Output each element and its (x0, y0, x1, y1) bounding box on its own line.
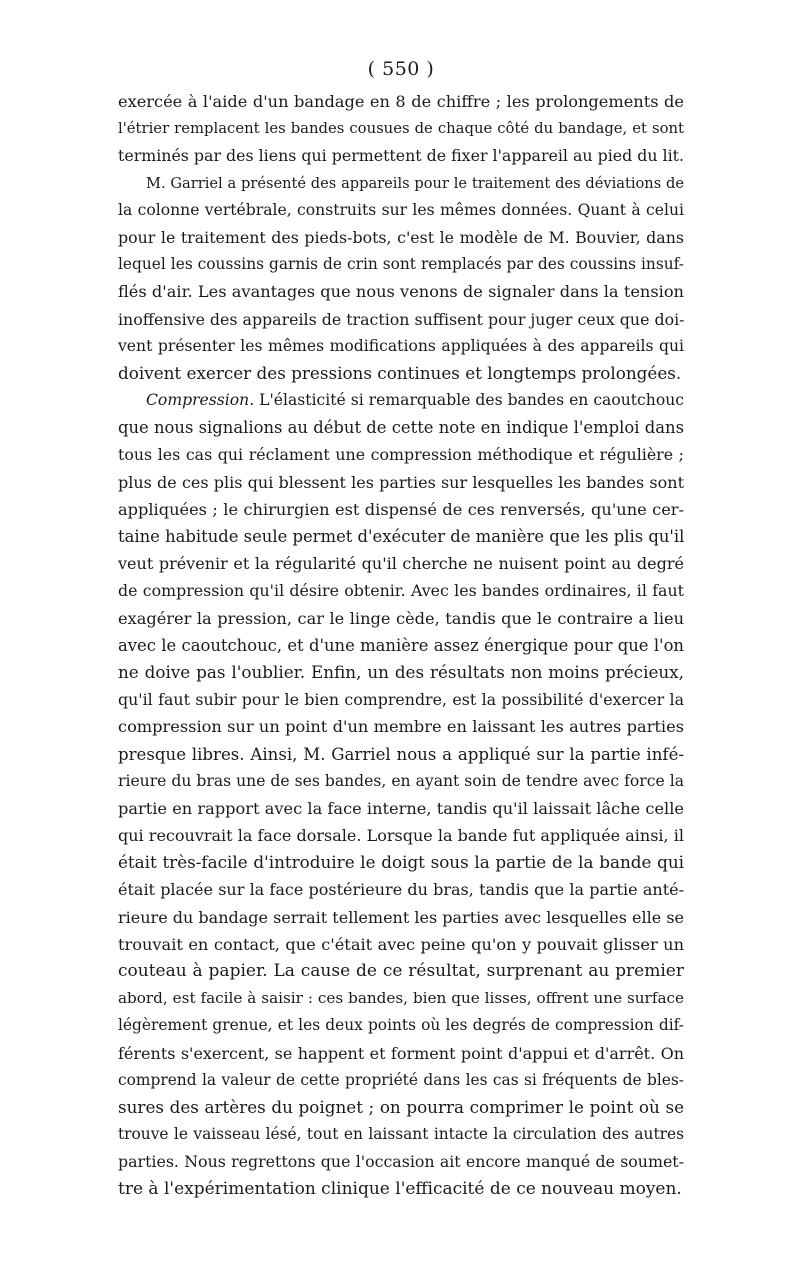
paragraph-3 (118, 387, 684, 1203)
text-line: ne doive pas l'oublier. Enfin, un des résultats non moins précieux, (118, 661, 684, 682)
paragraph-2 (118, 170, 684, 388)
text-line: rieure du bras une de ses bandes, en ayant soin de tendre avec force la (118, 771, 684, 790)
text-line: partie en rapport avec la face interne, tandis qu'il laissait lâche celle (118, 798, 684, 818)
text-line: lequel les coussins garnis de crin sont remplacés par des coussins insuf- (118, 255, 684, 274)
text-line: trouve le vaisseau lésé, tout en laissant intacte la circulation des autres (118, 1125, 684, 1144)
text-line: tre à l'expérimentation clinique l'efficacité de ce nouveau moyen. (118, 1178, 682, 1199)
text-line: que nous signalions au début de cette note en indique l'emploi dans (118, 418, 684, 438)
text-line: de compression qu'il désire obtenir. Avec les bandes ordinaires, il faut (118, 581, 684, 601)
text-line-rest: L'élasticité si remarquable des bandes en caoutchouc (254, 391, 684, 410)
text-line: était très-facile d'introduire le doigt sous la partie de la bande qui (118, 852, 684, 873)
text-line: parties. Nous regrettons que l'occasion ait encore manqué de soumet- (118, 1152, 684, 1172)
text-line: plus de ces plis qui blessent les parties sur lesquelles les bandes sont (118, 472, 684, 492)
text-line: férents s'exercent, se happent et forment point d'appui et d'arrêt. On (118, 1043, 684, 1063)
text-line: sures des artères du poignet ; on pourra comprimer le point où se (118, 1096, 684, 1117)
text-line: terminés par des liens qui permettent de fixer l'appareil au pied du lit. (118, 146, 684, 166)
text-line: veut prévenir et la régularité qu'il cherche ne nuisent point au degré (118, 554, 684, 574)
text-line: abord, est facile à saisir : ces bandes, bien que lisses, offrent une surface (118, 989, 684, 1008)
page-number: ( 550 ) (367, 58, 435, 80)
text-line: doivent exercer des pressions continues et longtemps prolongées. (118, 362, 682, 383)
text-line: avec le caoutchouc, et d'une manière assez énergique pour que l'on (118, 635, 684, 655)
text-line: tous les cas qui réclament une compression méthodique et régulière ; (118, 445, 684, 465)
text-line: appliquées ; le chirurgien est dispensé de ces renversés, qu'une cer- (118, 499, 684, 519)
text-line: trouvait en contact, que c'était avec peine qu'on y pouvait glisser un (118, 934, 684, 954)
section-heading-compression: Compression. (146, 391, 255, 410)
text-line: la colonne vertébrale, construits sur les mêmes données. Quant à celui (118, 200, 684, 219)
text-line: M. Garriel a présenté des appareils pour le traitement des déviations de (146, 174, 684, 192)
text-line: taine habitude seule permet d'exécuter de manière que les plis qu'il (118, 527, 684, 546)
text-line: compression sur un point d'un membre en laissant les autres parties (118, 717, 684, 737)
text-line: vent présenter les mêmes modifications appliquées à des appareils qui (118, 336, 684, 355)
text-line: qui recouvrait la face dorsale. Lorsque la bande fut appliquée ainsi, il (118, 826, 684, 846)
page (118, 54, 684, 1203)
text-line: comprend la valeur de cette propriété dans les cas si fréquents de bles- (118, 1070, 684, 1089)
text-line: était placée sur la face postérieure du bras, tandis que la partie anté- (118, 880, 684, 900)
text-line: l'étrier remplacent les bandes cousues de chaque côté du bandage, et sont (118, 120, 684, 138)
text-line: légèrement grenue, et les deux points où les degrés de compression dif- (118, 1016, 684, 1035)
text-line: flés d'air. Les avantages que nous venons de signaler dans la tension (118, 282, 684, 302)
text-line: exagérer la pression, car le linge cède, tandis que le contraire a lieu (118, 608, 684, 628)
text-line: rieure du bandage serrait tellement les parties avec lesquelles elle se (118, 907, 684, 927)
text-line: exercée à l'aide d'un bandage en 8 de chiffre ; les prolongements de (118, 92, 684, 111)
paragraph-1 (118, 88, 684, 170)
text-line (118, 387, 684, 414)
text-line: pour le traitement des pieds-bots, c'est le modèle de M. Bouvier, dans (118, 227, 684, 247)
text-line: couteau à papier. La cause de ce résultat, surprenant au premier (118, 961, 684, 981)
text-line: presque libres. Ainsi, M. Garriel nous a appliqué sur la partie infé- (118, 744, 684, 764)
text-line: inoffensive des appareils de traction suffisent pour juger ceux que doi- (118, 309, 684, 329)
text-line: qu'il faut subir pour le bien comprendre, est la possibilité d'exercer la (118, 690, 684, 710)
